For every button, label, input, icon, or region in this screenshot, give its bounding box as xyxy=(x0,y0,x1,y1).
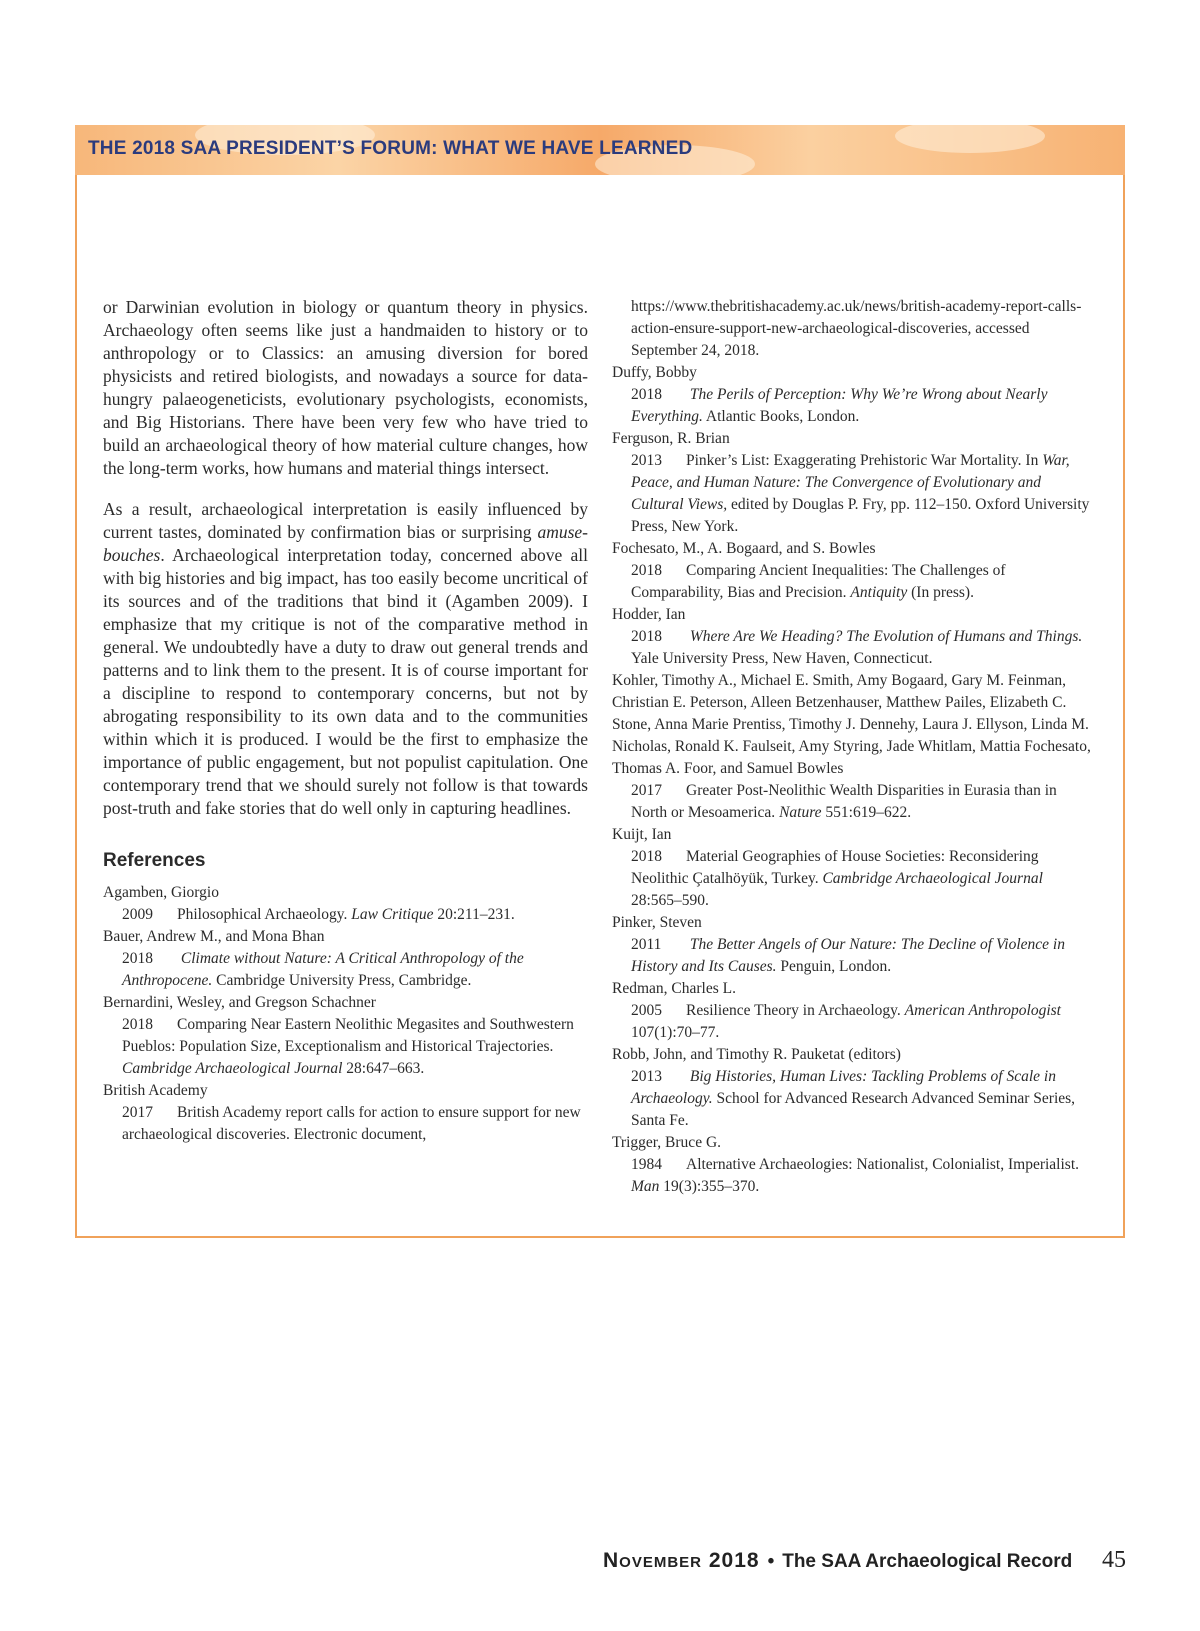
reference-rest: Penguin, London. xyxy=(780,958,892,975)
reference-body xyxy=(122,904,588,926)
reference-body xyxy=(631,626,1096,670)
reference-rest: Atlantic Books, London. xyxy=(705,408,860,425)
separator: • xyxy=(767,1551,775,1572)
reference-author: Ferguson, R. Brian xyxy=(612,430,730,447)
reference-entry xyxy=(612,978,1096,1044)
reference-rest: 20:211–231. xyxy=(437,906,515,923)
reference-rest: 107(1):70–77. xyxy=(631,1024,720,1041)
reference-body xyxy=(631,1154,1096,1198)
reference-body xyxy=(631,1066,1096,1132)
body-paragraph xyxy=(103,498,588,820)
reference-author: Kuijt, Ian xyxy=(612,826,672,843)
reference-year: 2018 xyxy=(631,562,662,579)
reference-rest: Cambridge University Press, Cambridge. xyxy=(216,972,472,989)
reference-author: Agamben, Giorgio xyxy=(103,884,219,901)
reference-year: 2013 xyxy=(631,452,662,469)
reference-italic: Where Are We Heading? The Evolution of Humans and Things. xyxy=(689,628,1083,645)
reference-rest: edited by Douglas P. Fry, pp. 112–150. Oxford University Press, New York. xyxy=(631,496,1090,535)
reference-year: 2017 xyxy=(122,1104,153,1121)
reference-entry xyxy=(612,912,1096,978)
references-list xyxy=(612,362,1096,1198)
reference-italic: Antiquity xyxy=(850,584,908,601)
reference-text: Resilience Theory in Archaeology. xyxy=(686,1002,901,1019)
reference-rest: 551:619–622. xyxy=(825,804,912,821)
reference-body xyxy=(631,384,1096,428)
reference-author: Bernardini, Wesley, and Gregson Schachner xyxy=(103,994,376,1011)
reference-entry xyxy=(612,670,1096,824)
reference-year: 2018 xyxy=(631,386,662,403)
reference-body xyxy=(631,1000,1096,1044)
reference-text: Material Geographies of House Societies: Reconsidering Neolithic Çatalhöyük, Turkey. xyxy=(631,848,1039,887)
reference-year: 2018 xyxy=(631,628,662,645)
reference-italic: Cambridge Archaeological Journal xyxy=(822,870,1043,887)
reference-italic: Nature xyxy=(779,804,822,821)
paragraph-italic: amuse-bouches xyxy=(103,522,588,565)
reference-author: Bauer, Andrew M., and Mona Bhan xyxy=(103,928,325,945)
reference-author: Duffy, Bobby xyxy=(612,364,697,381)
reference-body xyxy=(122,948,588,992)
reference-author: Pinker, Steven xyxy=(612,914,702,931)
reference-author: Robb, John, and Timothy R. Pauketat (editors) xyxy=(612,1046,901,1063)
reference-body xyxy=(631,450,1096,538)
paragraph-text: . Archaeological interpretation today, concerned above all with big histories and big impact, has too easily become uncritical of its sources and of the traditions that bind it (Agamben 2009). I emphasize that my critique is not of the comparative method in general. We undoubtedly have a duty to draw out general trends and patterns and to link them to the present. It is of course important for a discipline to respond to contemporary concerns, but not by abrogating responsibility to its own data and to the communities within which it is produced. I would be the first to emphasize the importance of public engagement, but not populist capitulation. One contemporary trend that we should surely not follow is that towards post-truth and fake stories that do well only in capturing headlines. xyxy=(103,545,588,818)
reference-entry xyxy=(612,1132,1096,1198)
reference-author: Fochesato, M., A. Bogaard, and S. Bowles xyxy=(612,540,876,557)
reference-italic: Man xyxy=(631,1178,660,1195)
references-list xyxy=(103,882,588,1146)
reference-text: Alternative Archaeologies: Nationalist, Colonialist, Imperialist. xyxy=(686,1156,1080,1173)
reference-entry xyxy=(103,926,588,992)
reference-italic: The Perils of Perception: Why We’re Wrong about Nearly Everything. xyxy=(631,386,1048,425)
reference-author: Hodder, Ian xyxy=(612,606,686,623)
page-footer xyxy=(603,1549,1073,1573)
reference-text: Pinker’s List: Exaggerating Prehistoric War Mortality. In xyxy=(686,452,1039,469)
reference-italic: War, Peace, and Human Nature: The Convergence of Evolutionary and Cultural Views, xyxy=(631,452,1070,513)
reference-text: British Academy report calls for action to ensure support for new archaeological discoveries. Electronic document, xyxy=(122,1104,581,1143)
reference-continuation: https://www.thebritishacademy.ac.uk/news/british-academy-report-calls-action-ensure-support-new-archaeological-discoveries, accessed September 24, 2018. xyxy=(631,298,1082,359)
reference-author: British Academy xyxy=(103,1082,208,1099)
reference-entry xyxy=(612,362,1096,428)
reference-italic: Law Critique xyxy=(351,906,434,923)
reference-rest: 28:565–590. xyxy=(631,892,709,909)
reference-body xyxy=(122,1014,588,1080)
reference-rest: 19(3):355–370. xyxy=(663,1178,760,1195)
reference-entry xyxy=(612,1044,1096,1132)
reference-rest: Yale University Press, New Haven, Connecticut. xyxy=(631,650,933,667)
reference-body xyxy=(631,780,1096,824)
right-column xyxy=(612,296,1096,1198)
reference-entry xyxy=(103,882,588,926)
reference-body xyxy=(122,1102,588,1146)
paragraph-text: As a result, archaeological interpretation is easily influenced by current tastes, dominated by confirmation bias or surprising xyxy=(103,499,588,542)
reference-italic: Climate without Nature: A Critical Anthropology of the Anthropocene. xyxy=(122,950,524,989)
issue-date: November 2018 xyxy=(603,1549,760,1572)
section-banner xyxy=(75,125,1125,175)
reference-body xyxy=(631,560,1096,604)
reference-rest: School for Advanced Research Advanced Seminar Series, Santa Fe. xyxy=(631,1090,1076,1129)
reference-entry xyxy=(103,992,588,1080)
reference-rest: 28:647–663. xyxy=(346,1060,425,1077)
reference-year: 2009 xyxy=(122,906,153,923)
reference-body xyxy=(631,846,1096,912)
banner-texture xyxy=(895,125,1045,153)
reference-italic: Big Histories, Human Lives: Tackling Problems of Scale in Archaeology. xyxy=(631,1068,1056,1107)
reference-entry xyxy=(612,604,1096,670)
reference-entry xyxy=(103,1080,588,1146)
reference-text: Comparing Ancient Inequalities: The Challenges of Comparability, Bias and Precision. xyxy=(631,562,1006,601)
reference-entry xyxy=(612,538,1096,604)
reference-italic: American Anthropologist xyxy=(904,1002,1061,1019)
reference-year: 2018 xyxy=(122,950,153,967)
reference-year: 2011 xyxy=(631,936,662,953)
reference-year: 2018 xyxy=(631,848,662,865)
reference-author: Redman, Charles L. xyxy=(612,980,736,997)
left-column xyxy=(103,296,588,1146)
reference-italic: The Better Angels of Our Nature: The Decline of Violence in History and Its Causes. xyxy=(631,936,1065,975)
reference-entry xyxy=(612,428,1096,538)
reference-text: Philosophical Archaeology. xyxy=(177,906,348,923)
reference-year: 1984 xyxy=(631,1156,662,1173)
reference-author: Kohler, Timothy A., Michael E. Smith, Amy Bogaard, Gary M. Feinman, Christian E. Peterson, Alleen Betzenhauser, Matthew Pailes, Elizabeth C. Stone, Anna Marie Prentiss, Timothy J. Dennehy, Laura J. Ellyson, Linda M. Nicholas, Ronald K. Faulseit, Amy Styring, Jade Whitlam, Mattia Fochesato, Thomas A. Foor, and Samuel Bowles xyxy=(612,672,1091,777)
reference-text: Comparing Near Eastern Neolithic Megasites and Southwestern Pueblos: Population Size, Exceptionalism and Historical Trajectories. xyxy=(122,1016,574,1055)
reference-year: 2005 xyxy=(631,1002,662,1019)
reference-rest: (In press). xyxy=(911,584,974,601)
publication-title: The SAA Archaeological Record xyxy=(782,1551,1073,1572)
reference-italic: Cambridge Archaeological Journal xyxy=(122,1060,343,1077)
reference-year: 2018 xyxy=(122,1016,153,1033)
body-paragraph: or Darwinian evolution in biology or quantum theory in physics. Archaeology often seems like just a handmaiden to history or to anthropology or to Classics: an amusing diversion for bored physicists and retired biologists, and nowadays a source for data-hungry palaeogeneticists, evolutionary psychologists, economists, and Big Historians. There have been very few who have tried to build an archaeological theory of how material culture changes, how the long-term works, how humans and material things intersect. xyxy=(103,297,588,478)
references-heading: References xyxy=(103,850,206,871)
section-title: THE 2018 SAA PRESIDENT’S FORUM: WHAT WE HAVE LEARNED xyxy=(88,138,693,159)
reference-year: 2017 xyxy=(631,782,662,799)
reference-text: Greater Post-Neolithic Wealth Disparities in Eurasia than in North or Mesoamerica. xyxy=(631,782,1057,821)
reference-body xyxy=(631,934,1096,978)
reference-author: Trigger, Bruce G. xyxy=(612,1134,722,1151)
reference-year: 2013 xyxy=(631,1068,662,1085)
reference-entry xyxy=(612,824,1096,912)
page-number: 45 xyxy=(1102,1547,1126,1573)
